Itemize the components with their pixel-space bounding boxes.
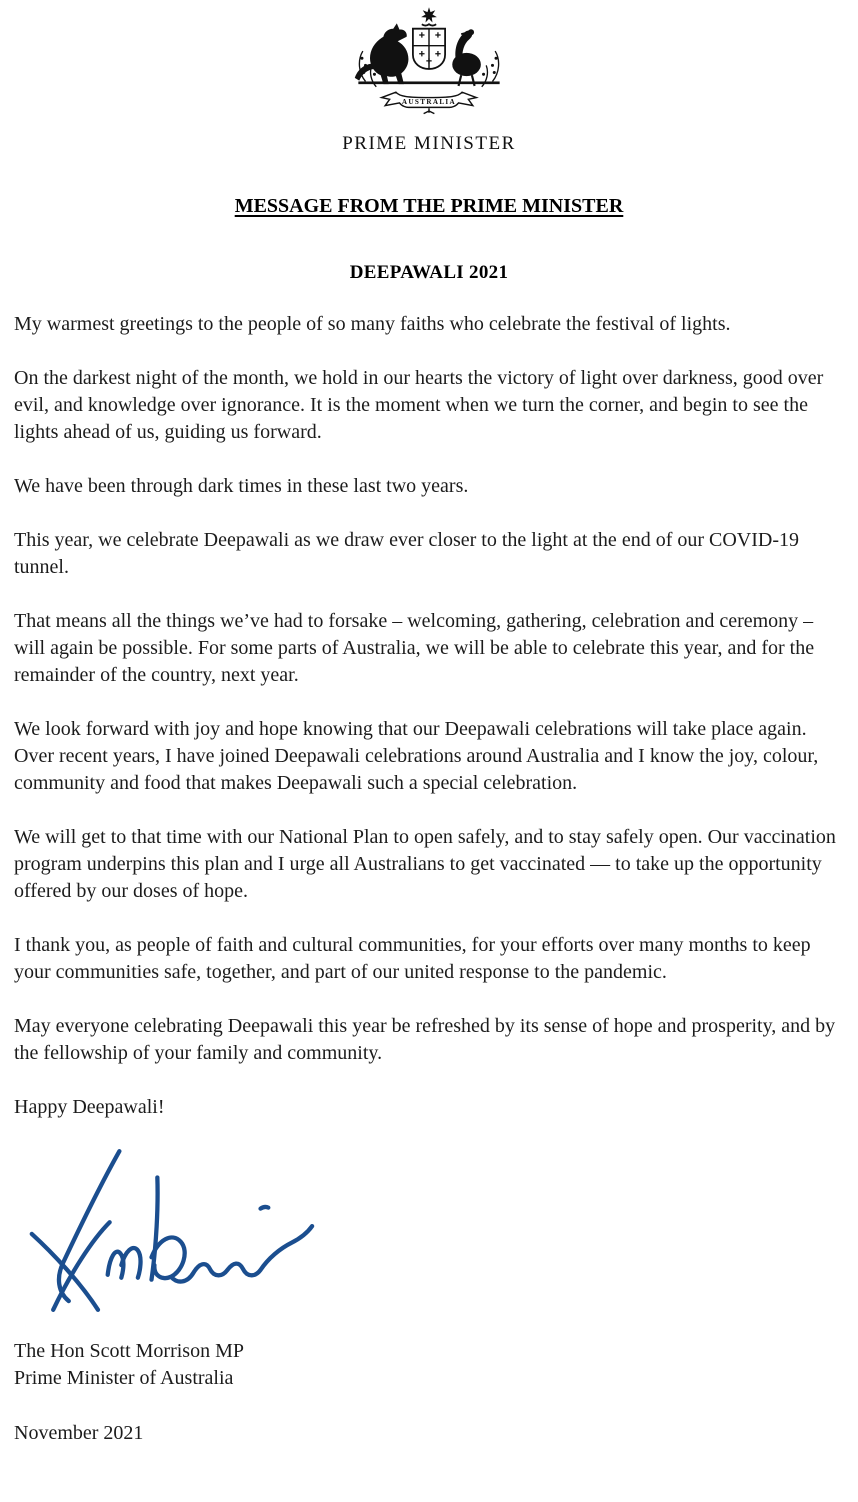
paragraph-darkest-night: On the darkest night of the month, we hold in our hearts the victory of light over darkness, good over evil, and knowledge over ignorance. It is the moment when we turn the corner, and begin to see the lights ahead of us, guiding us forward. <box>14 367 824 443</box>
signature-icon <box>24 1148 316 1314</box>
emu-legs <box>459 75 475 86</box>
paragraph-thank-you: I thank you, as people of faith and cultural communities, for your efforts over many months to keep your communities safe, together, and part of our united response to the pandemic. <box>14 934 811 983</box>
paragraph-covid-tunnel: This year, we celebrate Deepawali as we draw ever closer to the light at the end of our COVID-19 tunnel. <box>14 529 799 578</box>
banner-label: AUSTRALIA <box>401 97 457 106</box>
bottom-sprig <box>424 108 435 113</box>
wattle-dot <box>491 64 494 67</box>
letter-body <box>0 311 858 1121</box>
wattle-dot <box>362 71 365 74</box>
emu-head <box>468 29 474 35</box>
wattle-dot <box>493 71 496 74</box>
signer-block <box>0 1338 858 1392</box>
office-title: PRIME MINISTER <box>342 133 516 154</box>
letter-title-text: MESSAGE FROM THE PRIME MINISTER <box>234 195 624 217</box>
torse <box>422 24 436 25</box>
paragraph-dark-times: We have been through dark times in these last two years. <box>14 475 469 497</box>
letterhead <box>0 0 858 155</box>
paragraph-happy-deepawali: Happy Deepawali! <box>14 1096 165 1118</box>
signer-name: The Hon Scott Morrison MP <box>14 1340 244 1362</box>
commonwealth-star-icon <box>421 7 437 22</box>
wattle-dot <box>482 73 485 76</box>
wattle-dot <box>360 57 363 60</box>
paragraph-forsake: That means all the things we’ve had to forsake – welcoming, gathering, celebration and ceremony – will again be possible. For some parts of Australia, we will be able to celebrate this year, and for the remainder of the country, next year. <box>14 610 815 686</box>
wattle-dot <box>364 64 367 67</box>
australian-coat-of-arms-icon <box>353 4 505 116</box>
paragraph-greeting: My warmest greetings to the people of so many faiths who celebrate the festival of lights. <box>14 313 731 335</box>
letter-title <box>0 195 858 217</box>
paragraph-wishes: May everyone celebrating Deepawali this year be refreshed by its sense of hope and prosperity, and by the fellowship of your family and community. <box>14 1015 836 1064</box>
letter-subtitle: DEEPAWALI 2021 <box>349 262 509 283</box>
ground-bar <box>358 81 499 84</box>
wattle-dot <box>373 73 376 76</box>
signer-title: Prime Minister of Australia <box>14 1367 234 1389</box>
paragraph-national-plan: We will get to that time with our National Plan to open safely, and to stay safely open. Our vaccination program underpins this plan and I urge all Australians to get vaccinated — to take up the opportunity offered by our doses of hope. <box>14 826 836 902</box>
signature-block <box>0 1148 858 1314</box>
wattle-dot <box>495 57 498 60</box>
letter-date: November 2021 <box>14 1422 144 1444</box>
paragraph-look-forward: We look forward with joy and hope knowing that our Deepawali celebrations will take place again. Over recent years, I have joined Deepawali celebrations around Australia and I know the joy, colour, community and food that makes Deepawali such a special celebration. <box>14 718 819 794</box>
